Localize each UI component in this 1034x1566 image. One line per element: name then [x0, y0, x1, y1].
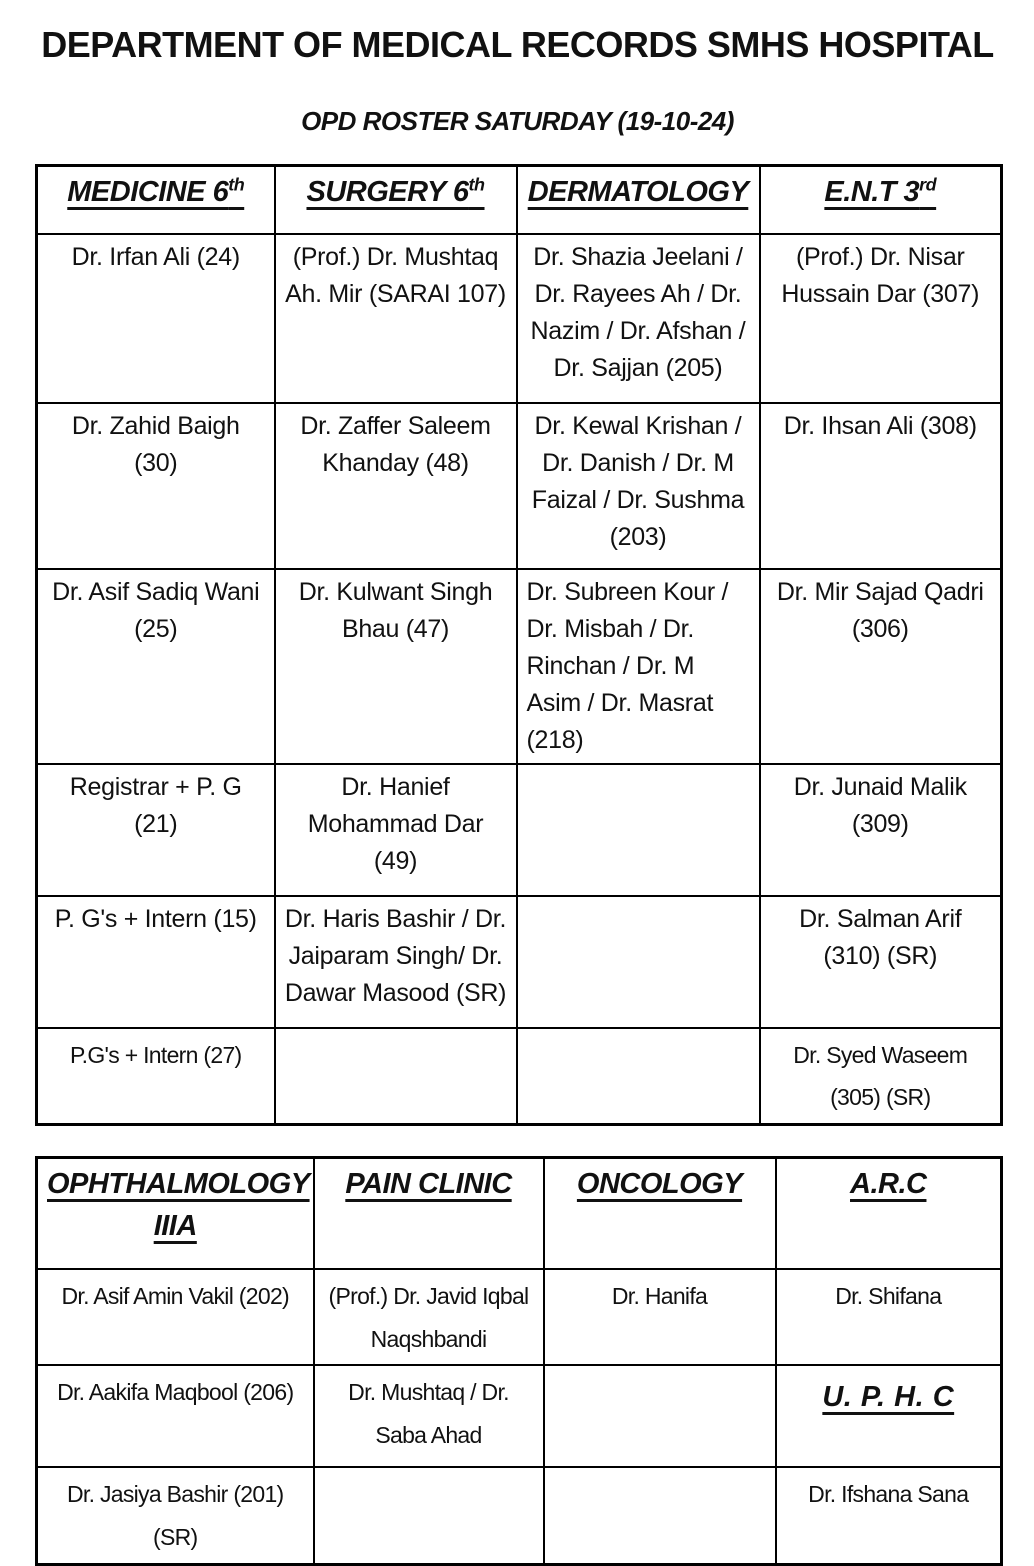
cell-ophthalmology-row1: Dr. Asif Amin Vakil (202)	[37, 1269, 314, 1365]
column-header-medicine-label: MEDICINE 6	[67, 176, 229, 208]
column-header-medicine	[37, 166, 275, 234]
cell-dermatology-row6	[517, 1028, 760, 1125]
opd-header-row	[37, 166, 1002, 234]
cell-pain-clinic-row1: (Prof.) Dr. Javid Iqbal Naqshbandi	[314, 1269, 544, 1365]
cell-ent-row3: Dr. Mir Sajad Qadri (306)	[760, 569, 1002, 764]
document-title: DEPARTMENT OF MEDICAL RECORDS SMHS HOSPITAL	[41, 24, 994, 65]
column-header-surgery-label: SURGERY 6	[306, 176, 469, 208]
cell-surgery-row1: (Prof.) Dr. Mushtaq Ah. Mir (SARAI 107)	[275, 234, 517, 403]
cell-ophthalmology-row3: Dr. Jasiya Bashir (201) (SR)	[37, 1467, 314, 1564]
column-header-arc-label: A.R.C	[850, 1167, 927, 1200]
cell-oncology-row3	[544, 1467, 776, 1564]
roster-row-2	[37, 403, 1002, 569]
cell-dermatology-row3: Dr. Subreen Kour / Dr. Misbah / Dr. Rinchan / Dr. M Asim / Dr. Masrat (218)	[517, 569, 760, 764]
cell-surgery-row6	[275, 1028, 517, 1125]
cell-ent-row1: (Prof.) Dr. Nisar Hussain Dar (307)	[760, 234, 1002, 403]
column-header-ent-label: E.N.T 3	[824, 176, 920, 208]
column-header-pain-clinic	[314, 1157, 544, 1269]
column-header-pain-clinic-label: PAIN CLINIC	[345, 1167, 512, 1200]
uphc-subheader-label: U. P. H. C	[822, 1381, 955, 1414]
cell-oncology-row1: Dr. Hanifa	[544, 1269, 776, 1365]
column-header-ent-sup: rd	[919, 174, 937, 195]
column-header-surgery	[275, 166, 517, 234]
cell-dermatology-row4	[517, 764, 760, 896]
cell-dermatology-row2: Dr. Kewal Krishan / Dr. Danish / Dr. M Faizal / Dr. Sushma (203)	[517, 403, 760, 569]
column-header-surgery-sup: th	[468, 174, 485, 195]
cell-uphc-subheader	[776, 1365, 1002, 1467]
roster-row-3	[37, 569, 1002, 764]
specialty-header-row	[37, 1157, 1002, 1269]
cell-ent-row6: Dr. Syed Waseem (305) (SR)	[760, 1028, 1002, 1125]
cell-medicine-row5: P. G's + Intern (15)	[37, 896, 275, 1028]
cell-surgery-row5: Dr. Haris Bashir / Dr. Jaiparam Singh/ Dr. Dawar Masood (SR)	[275, 896, 517, 1028]
cell-surgery-row4: Dr. Hanief Mohammad Dar (49)	[275, 764, 517, 896]
cell-surgery-row3: Dr. Kulwant Singh Bhau (47)	[275, 569, 517, 764]
opd-roster-table	[35, 164, 1003, 1126]
column-header-oncology	[544, 1157, 776, 1269]
roster-row-6	[37, 1028, 1002, 1125]
column-header-ophthalmology-label: OPHTHALMOLOGY IIIA	[47, 1167, 310, 1242]
specialty-row-1	[37, 1269, 1002, 1365]
roster-row-1	[37, 234, 1002, 403]
document-subtitle: OPD ROSTER SATURDAY (19-10-24)	[301, 106, 734, 136]
cell-surgery-row2: Dr. Zaffer Saleem Khanday (48)	[275, 403, 517, 569]
cell-medicine-row3: Dr. Asif Sadiq Wani (25)	[37, 569, 275, 764]
cell-arc-row3: Dr. Ifshana Sana	[776, 1467, 1002, 1564]
cell-dermatology-row5	[517, 896, 760, 1028]
cell-medicine-row2: Dr. Zahid Baigh (30)	[37, 403, 275, 569]
cell-medicine-row1: Dr. Irfan Ali (24)	[37, 234, 275, 403]
specialty-row-3	[37, 1467, 1002, 1564]
column-header-dermatology-label: DERMATOLOGY	[527, 176, 749, 208]
specialty-roster-table	[35, 1156, 1003, 1566]
cell-pain-clinic-row2: Dr. Mushtaq / Dr. Saba Ahad	[314, 1365, 544, 1467]
cell-medicine-row4: Registrar + P. G (21)	[37, 764, 275, 896]
column-header-ent	[760, 166, 1002, 234]
specialty-row-2	[37, 1365, 1002, 1467]
column-header-arc	[776, 1157, 1002, 1269]
cell-ophthalmology-row2: Dr. Aakifa Maqbool (206)	[37, 1365, 314, 1467]
column-header-oncology-label: ONCOLOGY	[576, 1167, 743, 1200]
cell-arc-row1: Dr. Shifana	[776, 1269, 1002, 1365]
cell-ent-row2: Dr. Ihsan Ali (308)	[760, 403, 1002, 569]
column-header-dermatology	[517, 166, 760, 234]
cell-dermatology-row1: Dr. Shazia Jeelani / Dr. Rayees Ah / Dr. Nazim / Dr. Afshan / Dr. Sajjan (205)	[517, 234, 760, 403]
cell-pain-clinic-row3	[314, 1467, 544, 1564]
cell-medicine-row6: P.G's + Intern (27)	[37, 1028, 275, 1125]
cell-ent-row4: Dr. Junaid Malik (309)	[760, 764, 1002, 896]
cell-ent-row5: Dr. Salman Arif (310) (SR)	[760, 896, 1002, 1028]
roster-row-4	[37, 764, 1002, 896]
cell-oncology-row2	[544, 1365, 776, 1467]
column-header-medicine-sup: th	[228, 174, 245, 195]
column-header-ophthalmology	[37, 1157, 314, 1269]
roster-row-5	[37, 896, 1002, 1028]
